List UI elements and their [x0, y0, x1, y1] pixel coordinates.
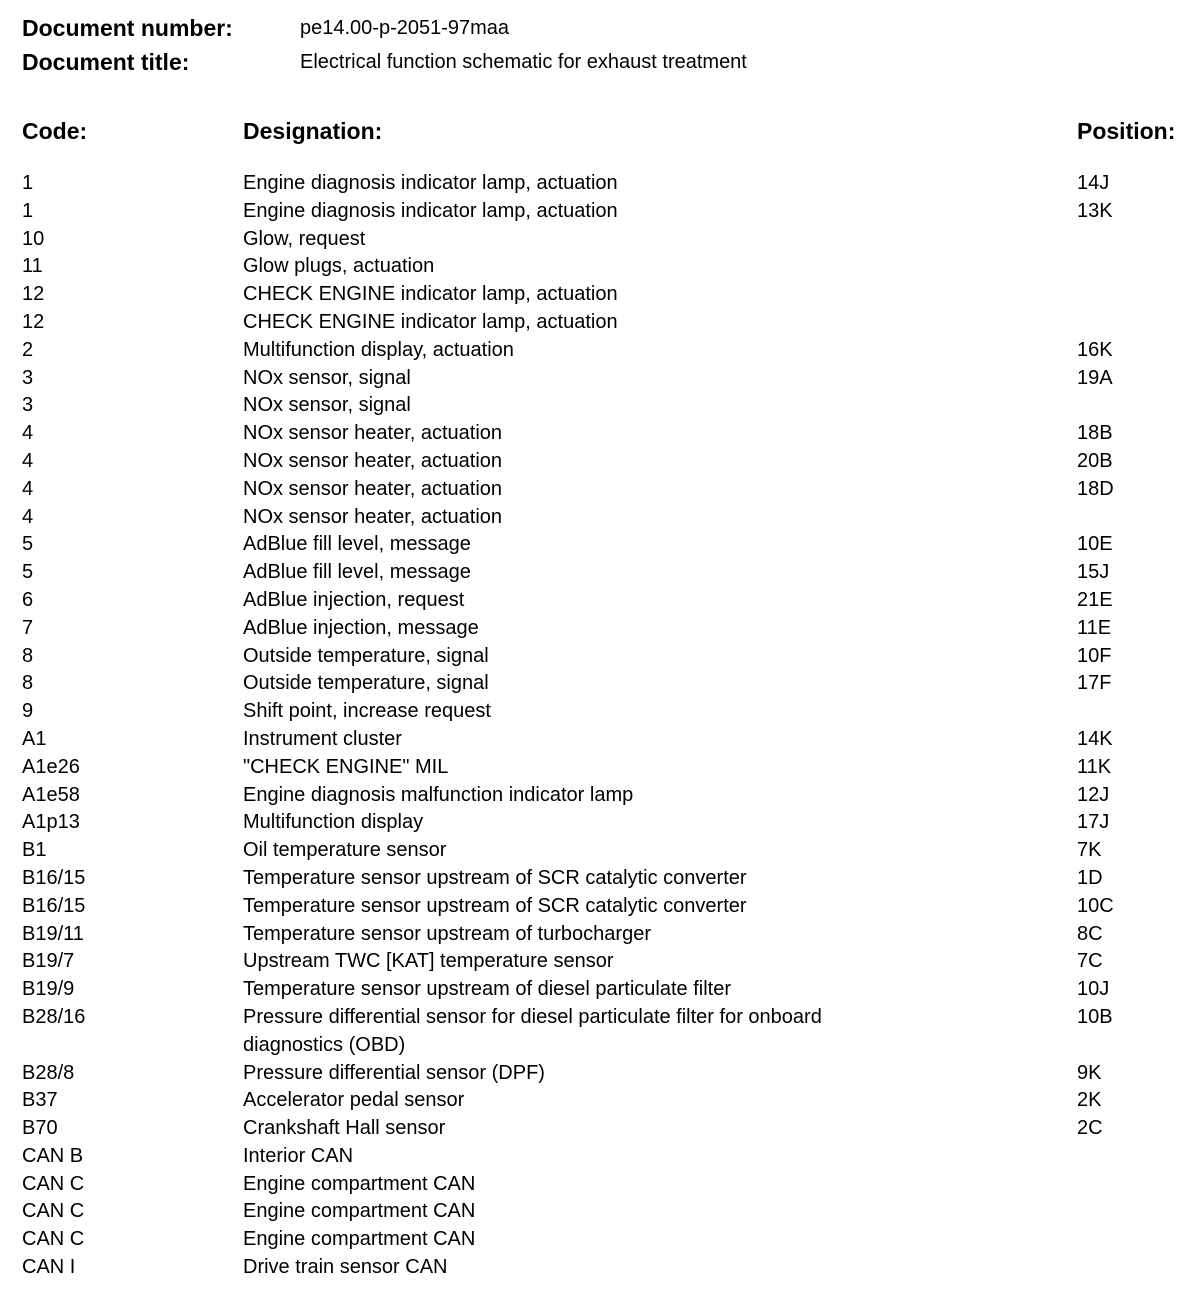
code-cell: 1 [22, 199, 34, 222]
position-cell: 1D [1077, 866, 1103, 889]
position-cell: 14J [1077, 172, 1110, 194]
position-cell: 17J [1077, 811, 1110, 834]
table-row [0, 782, 1198, 810]
designation-cell: Engine compartment CAN [243, 1172, 476, 1195]
table-row [0, 1143, 1198, 1171]
designation-cell: Outside temperature, signal [243, 644, 489, 667]
table-row [0, 226, 1198, 254]
position-cell: 21E [1077, 588, 1113, 611]
designation-cell: NOx sensor heater, actuation [243, 477, 503, 500]
designation-cell: NOx sensor heater, actuation [243, 449, 503, 472]
code-cell: B37 [22, 1089, 58, 1112]
position-cell: 19A [1077, 366, 1113, 389]
table-row [0, 392, 1198, 420]
table-row [0, 504, 1198, 532]
code-cell: 7 [22, 616, 34, 639]
designation-cell: AdBlue fill level, message [243, 533, 471, 556]
code-cell: 5 [22, 533, 34, 556]
code-cell: B28/8 [22, 1061, 75, 1084]
code-cell: 3 [22, 366, 34, 389]
table-row [0, 837, 1198, 865]
designation-cell: AdBlue injection, message [243, 616, 479, 639]
document-title-value: Electrical function schematic for exhaust treatment [300, 50, 747, 73]
code-cell: 11 [22, 255, 43, 278]
table-row [0, 1115, 1198, 1143]
code-cell: 1 [22, 172, 34, 194]
code-cell: 4 [22, 449, 34, 472]
code-cell: A1e26 [22, 755, 80, 778]
code-cell: CAN C [22, 1200, 85, 1223]
table-row [0, 754, 1198, 782]
code-cell: 6 [22, 588, 34, 611]
code-cell: 4 [22, 422, 34, 445]
document-number-label: Document number: [22, 14, 233, 41]
designation-cell: Engine compartment CAN [243, 1228, 476, 1251]
table-row [0, 865, 1198, 893]
table-row [0, 948, 1198, 976]
document-title-row [22, 48, 747, 76]
table-row [0, 1171, 1198, 1199]
code-cell: B16/15 [22, 866, 86, 889]
designation-cell: CHECK ENGINE indicator lamp, actuation [243, 310, 618, 333]
code-cell: B70 [22, 1117, 58, 1140]
position-cell: 16K [1077, 338, 1113, 361]
code-cell: 2 [22, 338, 34, 361]
table-header [0, 118, 1198, 148]
table-row [0, 670, 1198, 698]
designation-column-header: Designation: [243, 118, 383, 144]
table-row [0, 253, 1198, 281]
designation-cell: Engine diagnosis indicator lamp, actuation [243, 172, 618, 194]
position-cell: 13K [1077, 199, 1113, 222]
designation-cell: NOx sensor heater, actuation [243, 422, 503, 445]
code-cell: B19/9 [22, 978, 75, 1001]
code-cell: 12 [22, 310, 45, 333]
code-cell: CAN C [22, 1228, 85, 1251]
table-row [0, 726, 1198, 754]
designation-cell: AdBlue fill level, message [243, 561, 471, 584]
code-cell: 8 [22, 644, 34, 667]
code-cell: 10 [22, 227, 45, 250]
table-row [0, 198, 1198, 226]
table-row [0, 170, 1198, 198]
table-row [0, 559, 1198, 587]
designation-cell: Crankshaft Hall sensor [243, 1117, 446, 1140]
position-cell: 7C [1077, 950, 1103, 973]
code-cell: CAN C [22, 1172, 85, 1195]
document-title-label: Document title: [22, 48, 190, 75]
table-row [0, 1198, 1198, 1226]
designation-cell: Temperature sensor upstream of SCR catalytic converter [243, 866, 747, 889]
designation-cell: Glow plugs, actuation [243, 255, 435, 278]
code-cell: B16/15 [22, 894, 86, 917]
code-cell: A1e58 [22, 783, 80, 806]
table-row [0, 337, 1198, 365]
code-column-header: Code: [22, 118, 88, 144]
designation-cell: Engine diagnosis indicator lamp, actuation [243, 199, 618, 222]
position-cell: 11K [1077, 755, 1112, 778]
table-row [0, 420, 1198, 448]
code-cell: A1 [22, 727, 47, 750]
position-cell: 18B [1077, 422, 1113, 445]
position-cell: 17F [1077, 672, 1112, 695]
table-row [0, 281, 1198, 309]
designation-cell: AdBlue injection, request [243, 588, 465, 611]
table-row [0, 1060, 1198, 1088]
table-row [0, 476, 1198, 504]
code-cell: B19/7 [22, 950, 75, 973]
table-row [0, 309, 1198, 337]
designation-cell: Drive train sensor CAN [243, 1256, 448, 1279]
table-row [0, 448, 1198, 476]
document-number-row [22, 14, 509, 42]
table-row [0, 587, 1198, 615]
legend-table-body [0, 170, 1198, 1282]
designation-cell: Outside temperature, signal [243, 672, 489, 695]
table-row [0, 643, 1198, 671]
designation-cell: Interior CAN [243, 1144, 354, 1167]
position-cell: 10J [1077, 978, 1110, 1001]
position-cell: 11E [1077, 616, 1112, 639]
code-cell: B1 [22, 839, 47, 862]
position-cell: 10F [1077, 644, 1112, 667]
designation-cell: Pressure differential sensor for diesel particulate filter for onboard diagnostics (OBD) [243, 1005, 822, 1056]
document-number-value: pe14.00-p-2051-97maa [300, 16, 510, 39]
code-cell: A1p13 [22, 811, 80, 834]
table-row [0, 976, 1198, 1004]
position-cell: 2K [1077, 1089, 1102, 1112]
designation-cell: Multifunction display [243, 811, 424, 834]
code-cell: 8 [22, 672, 34, 695]
designation-cell: Pressure differential sensor (DPF) [243, 1061, 545, 1084]
table-row [0, 893, 1198, 921]
table-row [0, 698, 1198, 726]
code-cell: 4 [22, 477, 34, 500]
designation-cell: Multifunction display, actuation [243, 338, 514, 361]
code-cell: B28/16 [22, 1005, 86, 1028]
position-cell: 12J [1077, 783, 1110, 806]
position-column-header: Position: [1077, 118, 1176, 144]
code-cell: 12 [22, 283, 45, 306]
designation-cell: NOx sensor, signal [243, 366, 411, 389]
designation-cell: Engine compartment CAN [243, 1200, 476, 1223]
designation-cell: "CHECK ENGINE" MIL [243, 755, 449, 778]
designation-cell: Engine diagnosis malfunction indicator lamp [243, 783, 634, 806]
designation-cell: NOx sensor heater, actuation [243, 505, 503, 528]
designation-cell: Shift point, increase request [243, 700, 491, 723]
table-row [0, 1004, 1198, 1060]
table-row [0, 1254, 1198, 1282]
table-row [0, 531, 1198, 559]
position-cell: 8C [1077, 922, 1103, 945]
designation-cell: Temperature sensor upstream of turbocharger [243, 922, 651, 945]
position-cell: 7K [1077, 839, 1102, 862]
designation-cell: Glow, request [243, 227, 366, 250]
designation-cell: Oil temperature sensor [243, 839, 447, 862]
designation-cell: Upstream TWC [KAT] temperature sensor [243, 950, 614, 973]
position-cell: 20B [1077, 449, 1113, 472]
designation-cell: Temperature sensor upstream of diesel particulate filter [243, 978, 732, 1001]
code-cell: 5 [22, 561, 34, 584]
code-cell: 3 [22, 394, 34, 417]
position-cell: 2C [1077, 1117, 1103, 1140]
position-cell: 14K [1077, 727, 1113, 750]
code-cell: 4 [22, 505, 34, 528]
code-cell: CAN B [22, 1144, 84, 1167]
designation-cell: NOx sensor, signal [243, 394, 411, 417]
position-cell: 10C [1077, 894, 1114, 917]
designation-cell: Instrument cluster [243, 727, 402, 750]
position-cell: 10E [1077, 533, 1113, 556]
table-row [0, 365, 1198, 393]
position-cell: 18D [1077, 477, 1114, 500]
table-row [0, 1087, 1198, 1115]
table-row [0, 1226, 1198, 1254]
table-row [0, 615, 1198, 643]
position-cell: 15J [1077, 561, 1110, 584]
position-cell: 10B [1077, 1005, 1113, 1028]
code-cell: B19/11 [22, 922, 84, 945]
designation-cell: CHECK ENGINE indicator lamp, actuation [243, 283, 618, 306]
table-row [0, 809, 1198, 837]
position-cell: 9K [1077, 1061, 1102, 1084]
code-cell: CAN I [22, 1256, 76, 1279]
code-cell: 9 [22, 700, 34, 723]
designation-cell: Temperature sensor upstream of SCR catalytic converter [243, 894, 747, 917]
table-row [0, 921, 1198, 949]
designation-cell: Accelerator pedal sensor [243, 1089, 465, 1112]
